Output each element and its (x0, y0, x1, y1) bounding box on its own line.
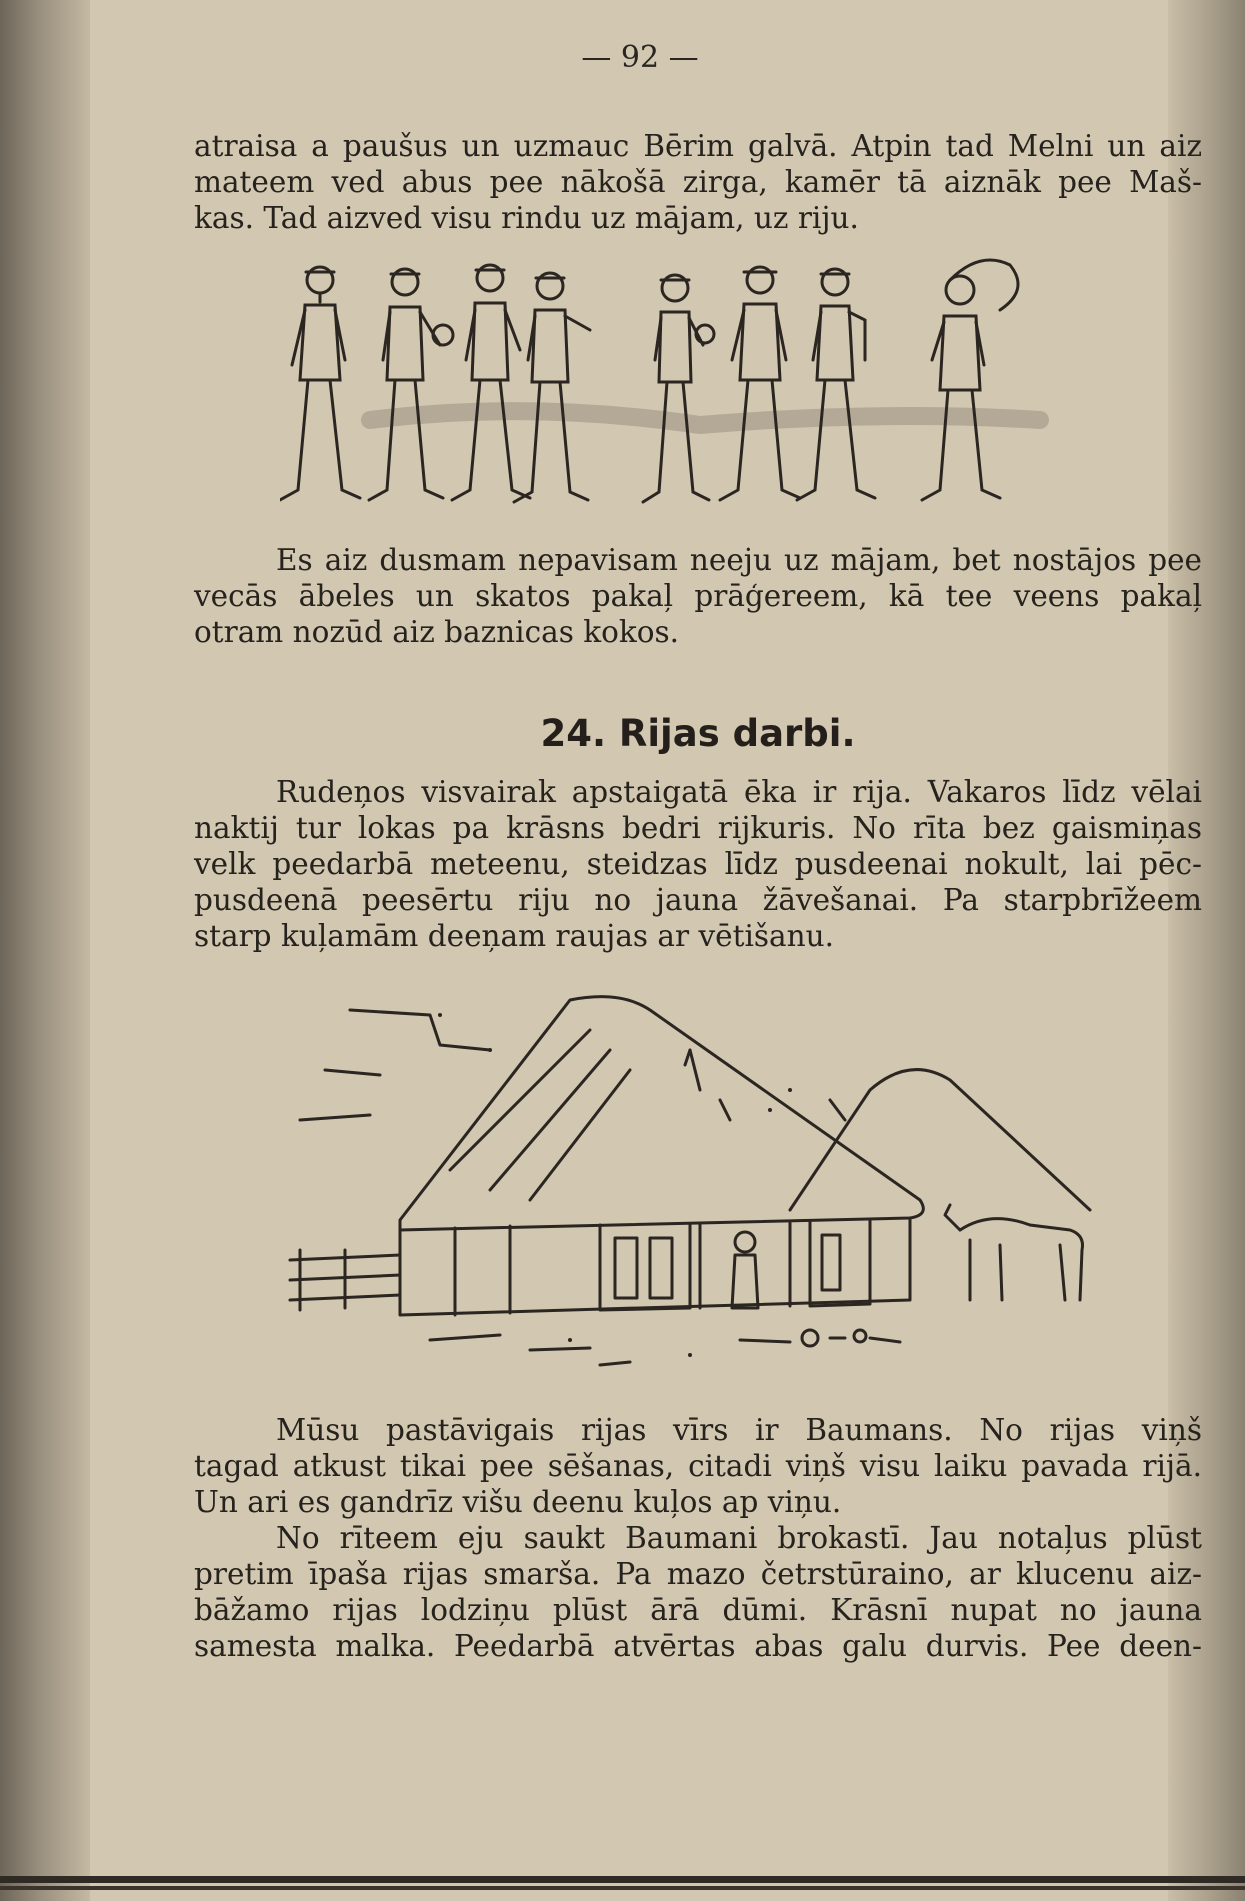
text-line: kas. Tad aizved visu rindu uz mājam, uz riju. (194, 201, 859, 235)
section-heading: 24. Rijas darbi. (540, 712, 856, 755)
text-line: Es aiz dusmam nepavisam neeju uz mājam, bet nostājos pee (276, 543, 1202, 577)
page-bottom-rule (0, 1886, 1245, 1890)
text-line: velk peedarbā meteenu, steidzas līdz pusdeenai nokult, lai pēc- (194, 847, 1202, 881)
text-line: atraisa a paušus un uzmauc Bērim galvā. Atpin tad Melni un aiz (194, 129, 1202, 163)
text-line: bāžamo rijas lodziņu plūst ārā dūmi. Krāsnī nupat no jauna (194, 1593, 1202, 1627)
paragraph-5 (194, 1520, 1202, 1664)
text-line: pusdeenā peesērtu riju no jauna žāvešanai. Pa starpbrīžeem (194, 883, 1202, 917)
text-line: samesta malka. Peedarbā atvērtas abas galu durvis. Pee deen- (194, 1629, 1202, 1663)
text-line: No rīteem eju saukt Baumani brokastī. Jau notaļus plūst (276, 1521, 1202, 1555)
text-line: Rudeņos visvairak apstaigatā ēka ir rija. Vakaros līdz vēlai (276, 775, 1202, 809)
walking-men-illustration (280, 250, 1100, 520)
text-line: tagad atkust tikai pee sēšanas, citadi viņš visu laiku pavada rijā. (194, 1449, 1202, 1483)
text-line: mateem ved abus pee nākošā zirga, kamēr tā aiznāk pee Maš- (194, 165, 1202, 199)
text-line: starp kuļamām deeņam raujas ar vētišanu. (194, 919, 835, 953)
text-line: naktij tur lokas pa krāsns bedri rijkuris. No rīta bez gaismiņas (194, 811, 1202, 845)
text-line: otram nozūd aiz baznicas kokos. (194, 615, 680, 649)
page-number: — 92 — (581, 40, 699, 75)
text-line: Mūsu pastāvigais rijas vīrs ir Baumans. No rijas viņš (276, 1413, 1202, 1447)
text-line: vecās ābeles un skatos pakaļ prāģereem, kā tee veens pakaļ (194, 579, 1202, 613)
text-line: Un ari es gandrīz višu deenu kuļos ap viņu. (194, 1485, 842, 1519)
paragraph-2 (194, 542, 1202, 650)
book-gutter (0, 0, 90, 1901)
page-bottom-rule (0, 1876, 1245, 1883)
paragraph-3 (194, 774, 1202, 954)
threshing-barn-illustration (270, 970, 1120, 1390)
paragraph-1 (194, 128, 1202, 236)
paragraph-4 (194, 1412, 1202, 1520)
text-line: pretim īpaša rijas smarša. Pa mazo četrstūraino, ar klucenu aiz- (194, 1557, 1202, 1591)
